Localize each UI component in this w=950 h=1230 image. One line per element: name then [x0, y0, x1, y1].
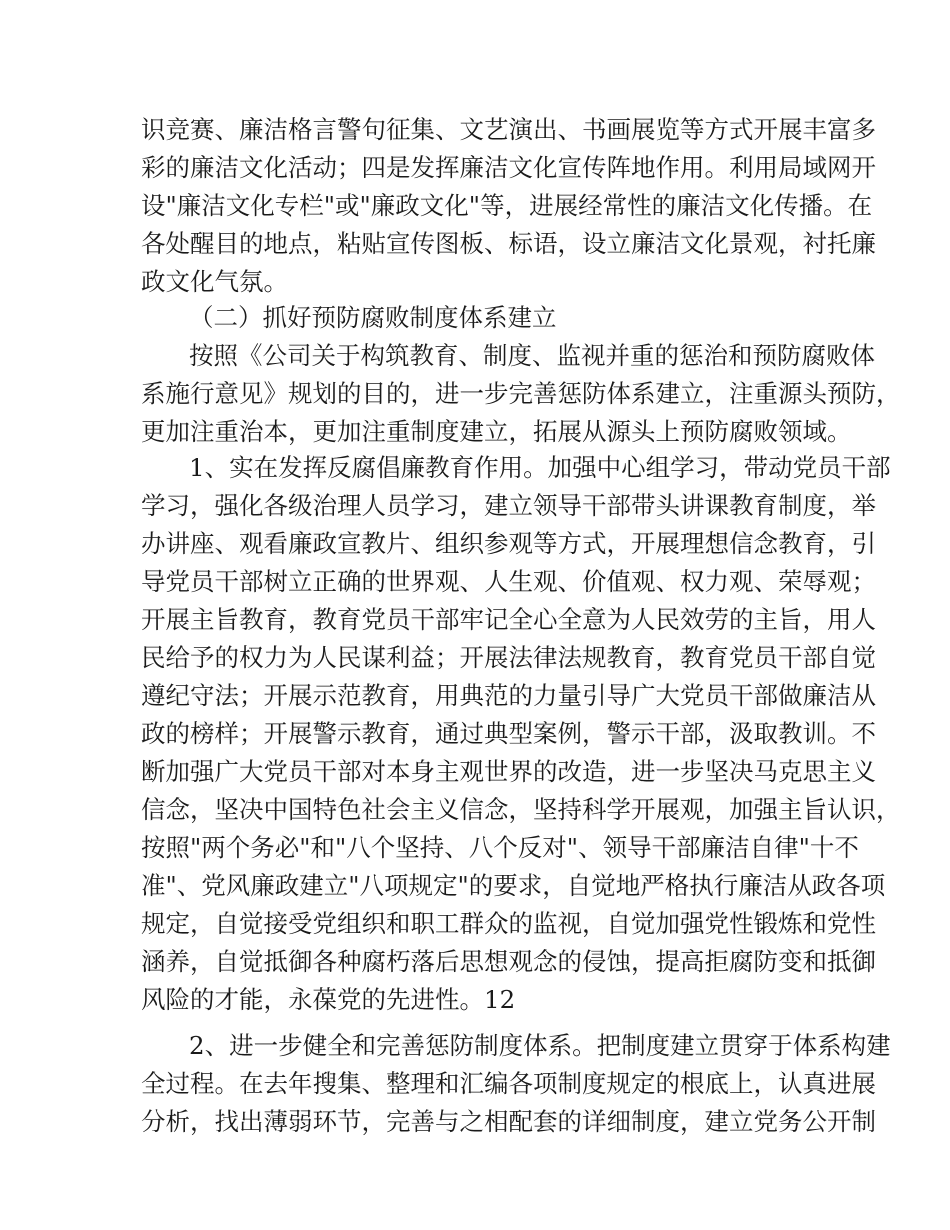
paragraph-line: 导党员干部树立正确的世界观、人生观、价值观、权力观、荣辱观； — [141, 567, 876, 596]
paragraph-line: 更加注重治本，更加注重制度建立，拓展从源头上预防腐败领域。 — [141, 417, 852, 446]
paragraph-line: 设"廉洁文化专栏"或"廉政文化"等，进展经常性的廉洁文化传播。在 — [141, 191, 873, 220]
paragraph-line: 规定，自觉接受党组织和职工群众的监视，自觉加强党性锻炼和党性 — [141, 909, 876, 938]
paragraph-line: 全过程。在去年搜集、整理和汇编各项制度规定的根底上，认真进展 — [141, 1069, 876, 1098]
paragraph-line: 学习，强化各级治理人员学习，建立领导干部带头讲课教育制度，举 — [141, 491, 876, 520]
paragraph-line: 政的榜样；开展警示教育，通过典型案例，警示干部，汲取教训。不 — [141, 719, 876, 748]
paragraph-line: 涵养，自觉抵御各种腐朽落后思想观念的侵蚀，提高拒腐防变和抵御 — [141, 947, 876, 976]
paragraph-line: 按照"两个务必"和"八个坚持、八个反对"、领导干部廉洁自律"十不 — [141, 833, 859, 862]
paragraph-line: 系施行意见》规划的目的，进一步完善惩防体系建立，注重源头预防， — [141, 379, 901, 408]
paragraph-line: 风险的才能，永葆党的先进性。12 — [141, 985, 516, 1014]
paragraph-line: 开展主旨教育，教育党员干部牢记全心全意为人民效劳的主旨，用人 — [141, 605, 876, 634]
paragraph-line: 2、进一步健全和完善惩防制度体系。把制度建立贯穿于体系构建 — [189, 1031, 891, 1060]
paragraph-line: 断加强广大党员干部对本身主观世界的改造，进一步坚决马克思主义 — [141, 757, 876, 786]
paragraph-line: 政文化气氛。 — [141, 267, 288, 296]
paragraph-line: 按照《公司关于构筑教育、制度、监视并重的惩治和预防腐败体 — [189, 341, 875, 370]
paragraph-line: 分析，找出薄弱环节，完善与之相配套的详细制度，建立党务公开制 — [141, 1107, 876, 1136]
paragraph-line: 彩的廉洁文化活动；四是发挥廉洁文化宣传阵地作用。利用局域网开 — [141, 153, 876, 182]
paragraph-line: 1、实在发挥反腐倡廉教育作用。加强中心组学习，带动党员干部 — [189, 453, 891, 482]
paragraph-line: 各处醒目的地点，粘贴宣传图板、标语，设立廉洁文化景观，衬托廉 — [141, 229, 876, 258]
paragraph-line: 民给予的权力为人民谋利益；开展法律法规教育，教育党员干部自觉 — [141, 643, 876, 672]
section-heading: （二）抓好预防腐败制度体系建立 — [189, 303, 557, 332]
paragraph-line: 遵纪守法；开展示范教育，用典范的力量引导广大党员干部做廉洁从 — [141, 681, 876, 710]
paragraph-line: 信念，坚决中国特色社会主义信念，坚持科学开展观，加强主旨认识， — [141, 795, 901, 824]
paragraph-line: 准"、党风廉政建立"八项规定"的要求，自觉地严格执行廉洁从政各项 — [141, 871, 886, 900]
paragraph-line: 识竞赛、廉洁格言警句征集、文艺演出、书画展览等方式开展丰富多 — [141, 115, 876, 144]
paragraph-line: 办讲座、观看廉政宣教片、组织参观等方式，开展理想信念教育，引 — [141, 529, 876, 558]
